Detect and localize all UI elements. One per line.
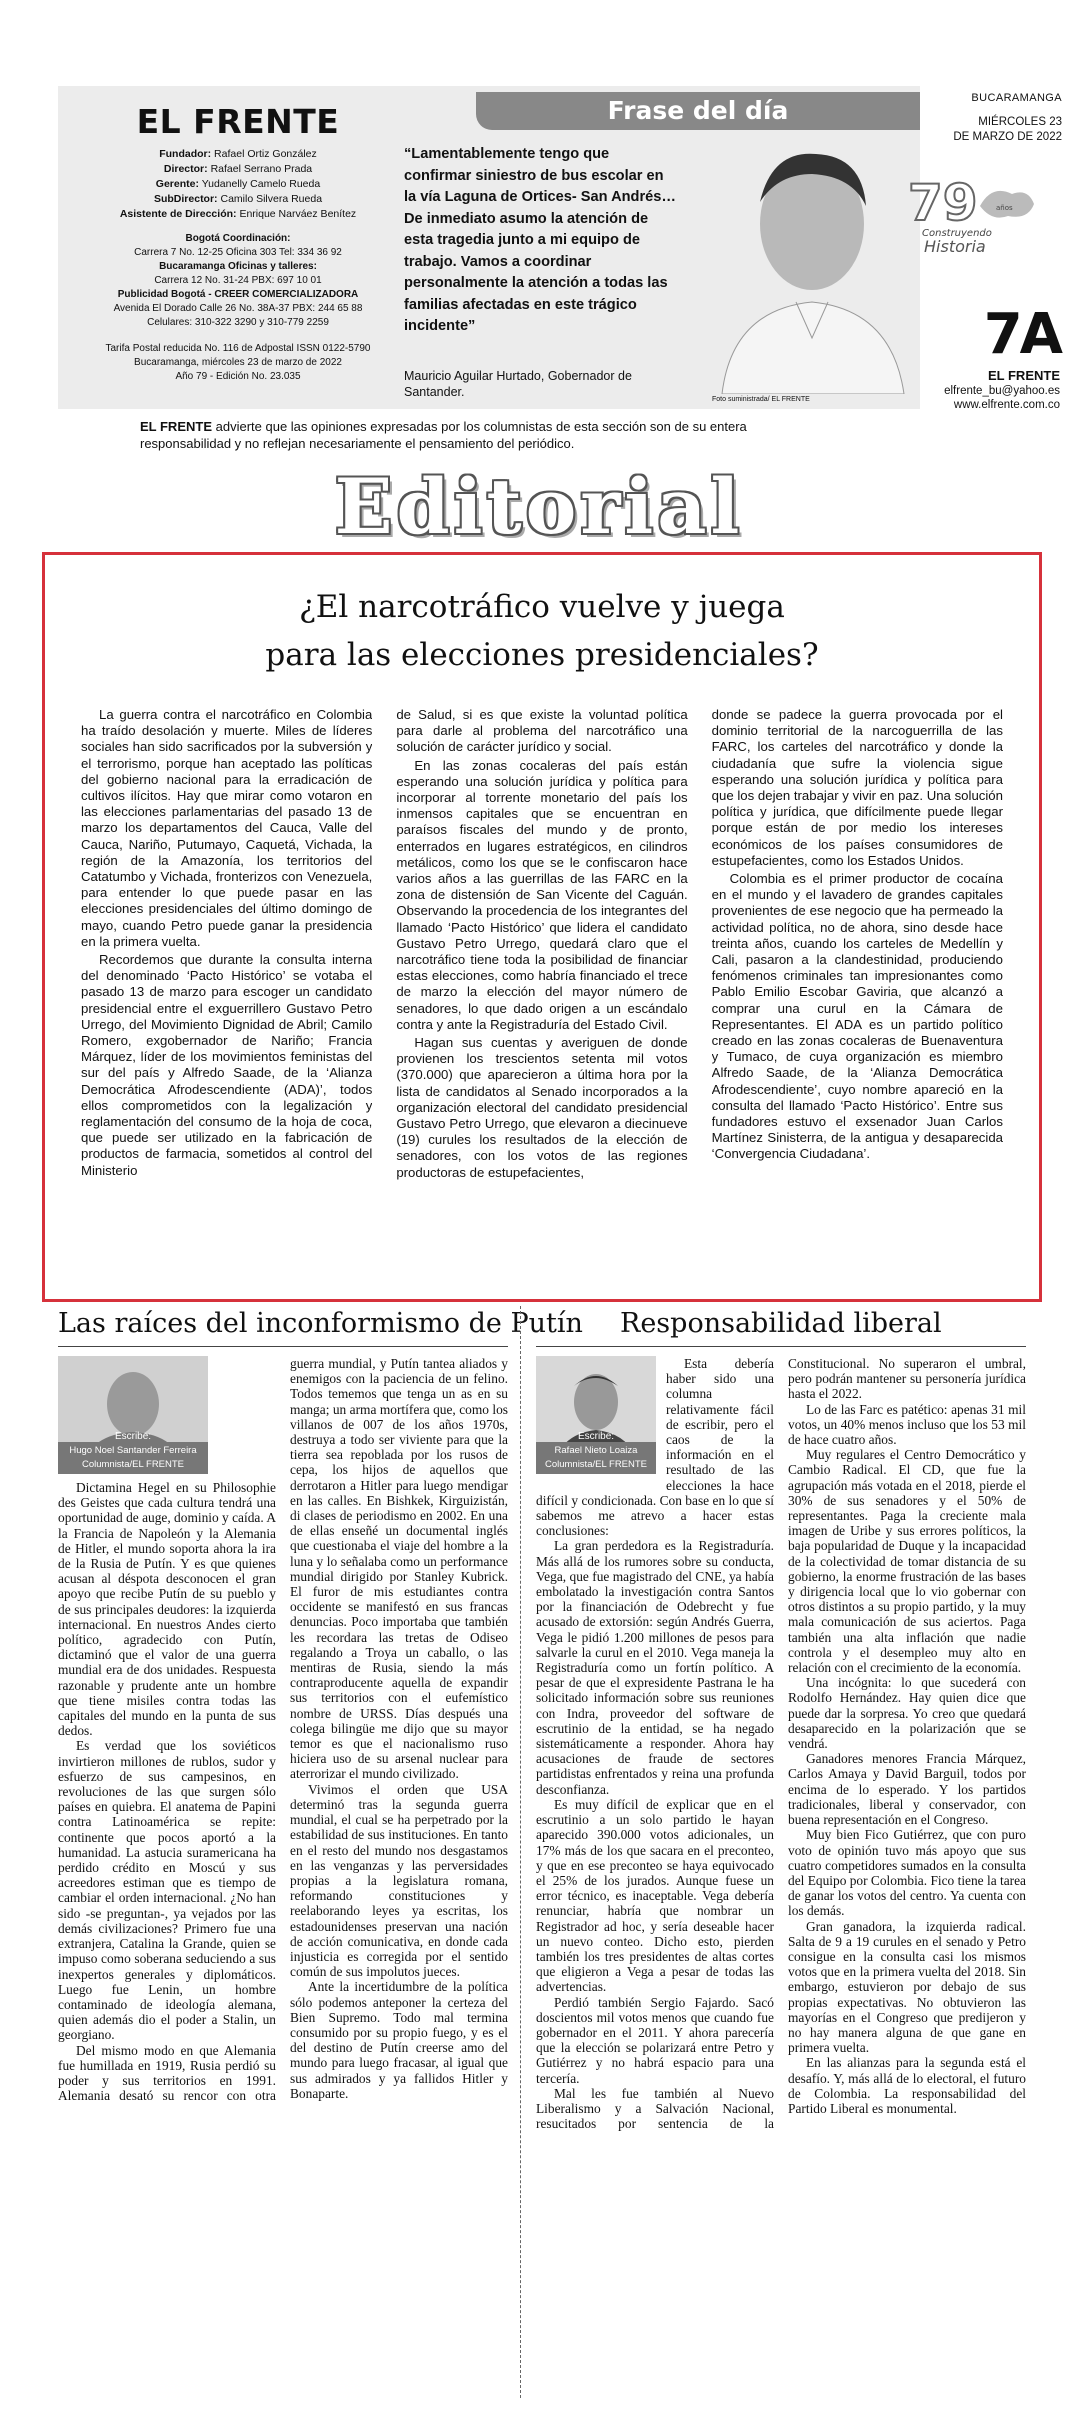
- column-title-putin: Las raíces del inconformismo de Putín: [58, 1308, 583, 1339]
- anniv-number: 79: [908, 174, 978, 232]
- disclaimer: EL FRENTE advierte que las opiniones expresadas por los columnistas de esta sección son de su entera responsabilidad y no reflejan necesariamente el pensamiento del periódico.: [140, 419, 747, 451]
- quote-author: Mauricio Aguilar Hurtado, Gobernador de Santander.: [404, 369, 632, 399]
- staff-line: Gerente: Yudanelly Camelo Rueda: [155, 178, 321, 190]
- staff-list: [58, 147, 418, 222]
- section-title: Editorial: [334, 462, 744, 551]
- frase-del-dia-tab: Frase del día: [476, 92, 920, 130]
- portrait-photo: [712, 132, 912, 394]
- byline-name: Hugo Noel Santander Ferreira: [69, 1445, 197, 1456]
- byline-name: Rafael Nieto Loaiza: [554, 1445, 638, 1456]
- anniversary-logo: [900, 170, 1040, 256]
- byline-role: Columnista/EL FRENTE: [544, 1459, 648, 1470]
- divider: [536, 1346, 1026, 1347]
- paper-name-small: EL FRENTE: [988, 368, 1060, 383]
- contact-info: Bogotá Coordinación: Carrera 7 No. 12-25 Oficina 303 Tel: 334 36 92 Bucaramanga Oficinas y talleres: Carrera 12 No. 31-24 PBX: 697 10 01 Publicidad Bogotá - CREER COMERCIALIZADORA Avenida El Dorado Calle 26 No. 38A-37 PBX: 244 65 88 Celulares: 310-322 3290 y 310-779 2259: [113, 233, 363, 328]
- newspaper-name: EL FRENTE: [136, 102, 340, 141]
- editorial-columns: [81, 707, 1003, 1283]
- website-link[interactable]: www.elfrente.com.co: [953, 399, 1060, 411]
- staff-line: SubDirector: Camilo Silvera Rueda: [153, 193, 323, 205]
- editorial-column-1: La guerra contra el narcotráfico en Colombia ha traído desolación y muerte. Miles de líderes sociales han sido sacrificados por la subversión y el terrorismo, porque han aceptado las políticas del gobierno nacional para la erradicación de cultivos ilícitos. Hay que mirar como votaron en las elecciones parlamentarias del pasado 13 de marzo los departamentos del Cauca, Valle del Cauca, Nariño, Putumayo, Caquetá, Vichada, la región de la Amazonía, los territorios del Catatumbo y Vichada, fronterizos con Venezuela, para entender lo que puede pasar en las elecciones presidenciales del último domingo de mayo, cuando Petro puede ganar la presidencia en la primera vuelta. Recordemos que durante la consulta interna del denominado ‘Pacto Histórico’ se votaba el pasado 13 de marzo para escoger un candidato presidencial entre el exguerrillero Gustavo Petro Urrego, del Movimiento Dignidad de Abril; Camilo Romero, exgobernador de Nariño; Francia Márquez, líder de los movimientos feministas del sur del país y Alfredo Saade, de la ‘Alianza Democrática Afrodescendiente (ADA)’, todos ellos comprometidos con la legalización y reglamentación del consumo de la hoja de coca, que puede ser utilizado en la fabricación de productos de farmacia, sometidos al control del Ministerio: [81, 707, 373, 1178]
- author-photo-nieto: Escribe: Rafael Nieto Loaiza Columnista/EL FRENTE: [536, 1356, 656, 1474]
- anniv-small: años: [996, 204, 1013, 212]
- column-body-liberal: Escribe: Rafael Nieto Loaiza Columnista/EL FRENTE Esta debería haber sido una columna relativamente fácil de escribir, pero el caos de la información en el resultado de las elecciones la hace difícil y condicionada. Con base en lo que sí sabemos me atrevo a hacer estas conclusiones: La gran perdedora es la Registraduría. Más allá de los rumores sobre su conducta, Vega, que fue magistrado del CNE, ya había embolatado la investigación contra Santos por la financiación de Odebrecht y fue acusado de extorsión: según Andrés Guerra, Vega le pidió 1.200 millones de pesos para salvarle la curul en el 2010. Vega maneja la Registraduría como un fortín político. A pesar de que el expresidente Pastrana le ha solicitado información sobre sus reuniones con Indra, proveedor del software de escrutinio de la entidad, se ha negado sistemáticamente a responder. Ahora hay acusaciones de fraude de sectores partidistas enfrentados y reina una profunda desconfianza. Es muy difícil de explicar que en el escrutinio a un solo partido le hayan aparecido 390.000 votos adicionales, un 17% más de los que sacara en el preconteo, y que en ese preconteo se haya equivocado el 25% de los jurados. Aunque fuese un error técnico, es inaceptable. Vega debería renunciar, habría que nombrar un Registrador ad hoc, y sería deseable hacer un nuevo conteo. Dicho esto, pierden también los tres presidentes de altas cortes que eligieron a Vega a pesar de todas las advertencias. Perdió también Sergio Fajardo. Sacó doscientos mil votos menos que cuando fue gobernador en el 2011. Y ahora parecería que la elección se polarizará entre Petro y Gutiérrez y no habrá espacio para una tercería. Mal les fue también al Nuevo Liberalismo y a Salvación Nacional, resucitados por sentencia de la Constitucional. No superaron el umbral, pero podrán mantener su personería jurídica hasta el 2022. Lo de las Farc es patético: apenas 31 mil votos, un 40% menos incluso que los 53 mil de hace cuatro años. Muy regulares el Centro Democrático y Cambio Radical. El CD, que fue la agrupación más votada en el 2018, pierde el 30% de sus senadores y el 50% de representantes. Paga la creciente mala imagen de Uribe y sus errores políticos, la baja popularidad de Duque y la incapacidad de la colectividad de tomar distancia de su gobierno, la enorme frustración de las bases y dirigencia local que lo vio gobernar con otros distintos a su propio partido, y la muy mala comunicación de sus aciertos. Paga también una alta inflación que nadie controla y el desempleo muy alto en relación con el crecimiento de la economía. Una incógnita: lo que sucederá con Rodolfo Hernández. Hay quien dice que puede dar la sorpresa. Yo creo que quedará desaparecido en la polarización que se vendrá. Ganadores menores Francia Márquez, Carlos Amaya y David Barguil, todos por encima de lo esperado. Y los partidos tradicionales, liberal y conservador, con buena representación en el Congreso. Muy bien Fico Gutiérrez, que con puro voto de opinión tuvo más apoyo que sus cuatro competidores sumados en la consulta del Equipo por Colombia. Fico tiene la tarea de ganar los votos del centro. Ya cuenta con los demás. Gran ganadora, la izquierda radical. Salta de 9 a 19 curules en el senado y Petro consigue en la consulta casi los mismos votos que en la primera vuelta del 2018. Sin embargo, estuvieron por debajo de sus propias expectativas. No obtuvieron las mayorías en el Congreso que predijeron y no hay manera alguna de que gane en primera vuelta. En las alianzas para la segunda está el desafío. Y, más allá de lo electoral, el futuro de Colombia. La responsabilidad del Partido Liberal es monumental.: [536, 1356, 1026, 2132]
- masthead: [58, 86, 418, 409]
- email-link[interactable]: elfrente_bu@yahoo.es: [944, 385, 1060, 397]
- city-label: BUCARAMANGA: [971, 92, 1062, 104]
- contact-web: [944, 384, 1060, 412]
- page-number: 7A: [983, 302, 1060, 367]
- staff-line: Director: Rafael Serrano Prada: [163, 163, 313, 175]
- column-title-liberal: Responsabilidad liberal: [620, 1308, 942, 1339]
- editorial-column-3: donde se padece la guerra provocada por el dominio territorial de la narcoguerrilla de las FARC, los carteles del narcotráfico y donde la ciudadanía que sufre la violencia sigue esperando una solución jurídica y política para que los dejen trabajar y vivir en paz. Una solución política y jurídica, que difícilmente puede llegar porque están de por medio los intereses económicos de los países consumidores de estupefacientes, como los Estados Unidos. Colombia es el primer productor de cocaína en el mundo y el lavadero de grandes capitales provenientes de ese negocio que ha permeado la actividad política, no de ahora, sino desde hace treinta años, cuando los carteles de Medellín y Cali, pasaron a la clandestinidad, produciendo fenómenos criminales tan impresionantes como Pablo Emilio Escobar Gaviria, que alcanzó a comprar una curul en la Cámara de Representantes. El ADA es un partido político creado en las zonas cocaleras de Buenaventura y Tumaco, de cuya organización es miembro Alfredo Saade, de la ‘Alianza Democrática Afrodescendiente’, cuyo nombre apareció en la consulta del llamado ‘Pacto Histórico’. Entre sus fundadores estuvo el exsenador Juan Carlos Martínez Sinisterra, de la antigua y desaparecida ‘Convergencia Ciudadana’.: [711, 707, 1003, 1162]
- anniv-line2: Historia: [924, 237, 986, 256]
- author-photo-santander: Escribe: Hugo Noel Santander Ferreira Columnista/EL FRENTE: [58, 1356, 208, 1474]
- byline-role: Columnista/EL FRENTE: [81, 1459, 185, 1470]
- staff-line: Asistente de Dirección: Enrique Narváez Benítez: [119, 208, 357, 220]
- editorial-box: [42, 552, 1042, 1302]
- editorial-column-2: de Salud, si es que existe la voluntad política para darle al problema del narcotráfico una solución de carácter jurídico y social. En las zonas cocaleras del país están esperando una solución jurídica y política para incorporar al torrente monetario del país los inmensos capitales que se encuentran en paraísos fiscales del mundo y de pronto, enterrados en lugares estratégicos, en cilindros metálicos, como los que se le confiscaron hace varios años a las guerrillas de las FARC en la zona de distensión de San Vicente del Caguán. Observando la procedencia de los integrantes del llamado ‘Pacto Histórico’ que lidera el candidato Gustavo Petro Urrego, quedará claro que el narcotráfico tiene toda la posibilidad de financiar estas elecciones, como habría financiado el trece de marzo la elección del mayor número de senadores, lo que dado origen a un escándalo contra y ante la Registraduría del Estado Civil. Hagan sus cuentas y averiguen de donde provienen los trescientos setenta mil votos (370.000) que aparecieron a última hora por la lista de candidatos al Senado incorporados a la organización electoral del candidato presidencial Gustavo Petro Urrego, que elevaron a diecinueve (19) curules los resultados de la elección de senadores, con los votos de las regiones productoras de estupefacientes,: [396, 707, 688, 1180]
- photo-credit: Foto suministrada/ EL FRENTE: [712, 396, 810, 403]
- divider: [58, 1346, 508, 1347]
- anniv-line1: Construyendo: [922, 228, 992, 239]
- staff-line: Fundador: Rafael Ortiz González: [159, 148, 317, 160]
- issue-date: MIÉRCOLES 23 DE MARZO DE 2022: [953, 116, 1062, 143]
- quote-text: “Lamentablemente tengo que confirmar siniestro de bus escolar en la vía Laguna de Ortices- San Andrés… De inmediato asumo la atención de esta tragedia junto a mi equipo de trabajo. Vamos a coordinar personalmente la atención a todas las familias afectadas en este trágico incidente”: [404, 146, 676, 334]
- column-separator: [520, 1306, 521, 2398]
- column-body-putin: Escribe: Hugo Noel Santander Ferreira Columnista/EL FRENTE Dictamina Hegel en su Philosophie des Geistes que cada cultura tendrá una oportunidad de auge, dominio y caída. A la Francia de Napoleón y la Alemania de Hitler, el mundo soporta ahora la ira de la Rusia de Putín. Y es que quienes acusan al déspota desconocen el gran apoyo que recibe Putín de su pueblo y de sus principales deudores: la izquierda internacional. En nuestros Andes cierto político, agradecido con Putín, dictaminó que el valor de una guerra mundial era de dos unidades. Respuesta razonable y prudente ante un hombre que tiene misiles contra todas las capitales del mundo en la punta de sus dedos. Es verdad que los soviéticos invirtieron millones de rublos, sudor y esfuerzo de sus campesinos, en revoluciones de las que surgen sólo países en quiebra. El anatema de Papini contra Latinoamérica se repite: continente que pocos aportó a la humanidad. La astucia suramericana ha perdido crédito en Moscú y sus acreedores estiman que es tiempo de cambiar el orden internacional. ¿No han sido -se preguntan-, ya vejados por las demás civilizaciones? Primero fue una extranjera, Catalina la Grande, quien se impuso como soberana seduciendo a sus inexpertos generales y diplomáticos. Luego fue Lenin, un hombre contaminado de ideología alemana, quien además dio el poder a Stalin, un georgiano. Del mismo modo en que Alemania fue humillada en 1919, Rusia perdió su poder y sus territorios en 1991. Alemania desató su rencor con otra guerra mundial, y Putín tantea aliados y enemigos con la paciencia de un felino. Todos tememos que tenga un as en su manga; un arma mortífera que, como los villanos de 007 de los años 1970s, destruya a todo ser viviente para que la tierra sea repoblada por los rusos de cepa, los hijos de aquellos que derrotaron a Hitler para luego mendigar en las calles. En Bishkek, Kirguizistán, di clases de periodismo en 2002. En una de ellas enseñé un documental inglés que cuestionaba el viaje del hombre a la luna y lo señalaba como un performance mundial dirigido por Stanley Kubrick. El furor de mis estudiantes contra occidente se manifestó en sus francas denuncias. Poco importaba que también les recordara las tretas de Odiseo regalando a Troya un caballo, o las mentiras de Rusia, siendo la más contraproducente aquella de expandir sus territorios con el eufemístico nombre de URSS. Días después una colega bilingüe me dijo que su mayor temor es que el nacionalismo ruso hiciera uso de su arsenal nuclear para aterrorizar el mundo civilizado. Vivimos el orden que USA determinó tras la segunda guerra mundial, el cual se ha perpetrado por la estabilidad de sus instituciones. En tanto en el resto del mundo nos desgastamos en las venganzas y las perversidades propias a la legislatura romana, reformando constituciones y reelaborando leyes ya escritas, los estadounidenses preservan una nación de acción comunicativa, en donde cada injusticia es corregida por el sentido común de sus impolutos jueces. Ante la incertidumbre de la política sólo podemos anteponer la certeza del Bien Supremo. Todo mal termina consumido por su propio fuego, y es el del destino de Putín creerse amo del mundo para luego fracasar, al igual que sus admirados y ya fallidos Hitler y Bonaparte.: [58, 1356, 508, 2104]
- postal-info: Tarifa Postal reducida No. 116 de Adpostal ISSN 0122-5790 Bucaramanga, miércoles 23 de marzo de 2022 Año 79 - Edición No. 23.035: [105, 343, 371, 382]
- editorial-headline: ¿El narcotráfico vuelve y juega para las elecciones presidenciales?: [265, 589, 819, 673]
